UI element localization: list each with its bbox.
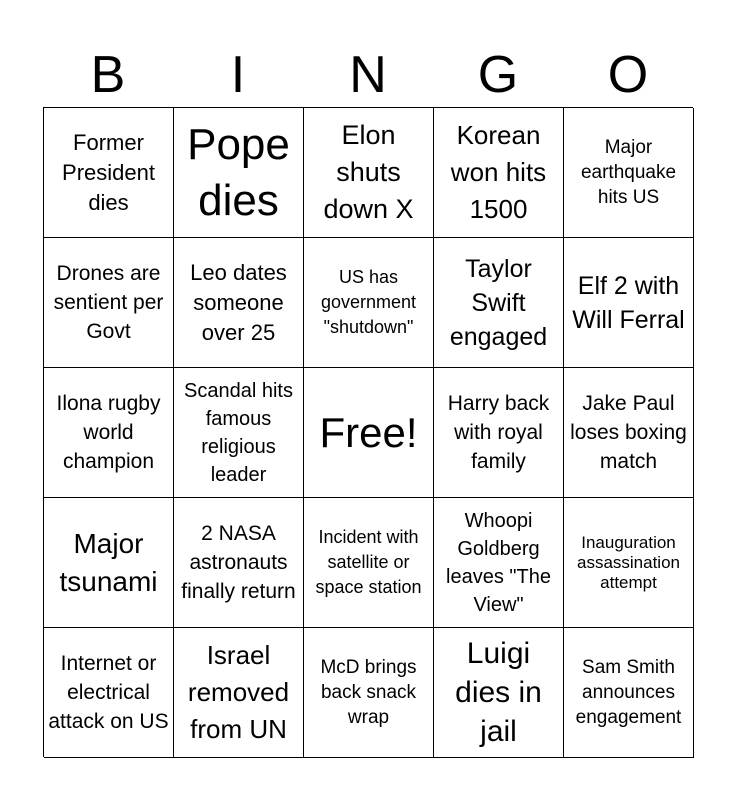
cell-text: Free! <box>319 408 418 456</box>
bingo-cell[interactable] <box>304 108 434 238</box>
bingo-cell[interactable] <box>434 628 564 758</box>
header-letter-n: N <box>349 46 387 104</box>
bingo-cell[interactable] <box>304 238 434 368</box>
header-letter-i: I <box>230 46 246 104</box>
bingo-cell[interactable] <box>564 498 694 628</box>
bingo-cell[interactable] <box>434 108 564 238</box>
bingo-cell[interactable] <box>44 108 174 238</box>
bingo-cell[interactable] <box>564 368 694 498</box>
bingo-cell[interactable] <box>174 108 304 238</box>
cell-text: Elf 2 with Will Ferral <box>572 271 685 334</box>
bingo-cell[interactable] <box>564 238 694 368</box>
bingo-cell[interactable] <box>44 628 174 758</box>
bingo-cell[interactable] <box>44 238 174 368</box>
cell-text: Inauguration assassination attempt <box>576 532 680 592</box>
bingo-cell[interactable] <box>174 628 304 758</box>
header-letter-g: G <box>477 46 519 104</box>
cell-text: Israel removed from UN <box>187 640 290 744</box>
cell-text: Korean won hits 1500 <box>450 120 547 224</box>
cell-text: Sam Smith announces engagement <box>575 657 682 728</box>
cell-text: Harry back with royal family <box>447 392 550 473</box>
cell-text: Drones are sentient per Govt <box>53 262 164 343</box>
header-letter-b: B <box>90 46 126 104</box>
cell-text: Major tsunami <box>59 527 158 597</box>
cell-text: Pope dies <box>187 119 290 225</box>
bingo-cell[interactable] <box>174 368 304 498</box>
bingo-cell[interactable] <box>564 628 694 758</box>
bingo-cell[interactable] <box>434 498 564 628</box>
cell-text: Internet or electrical attack on US <box>48 652 169 733</box>
bingo-cell-free[interactable] <box>304 368 434 498</box>
cell-text: 2 NASA astronauts finally return <box>181 522 296 603</box>
bingo-board <box>43 107 693 757</box>
cell-text: Elon shuts down X <box>323 120 414 224</box>
header-letter-o: O <box>607 46 649 104</box>
cell-text: US has government "shutdown" <box>320 267 417 337</box>
bingo-header <box>43 44 693 106</box>
bingo-cell[interactable] <box>304 498 434 628</box>
bingo-cell[interactable] <box>434 368 564 498</box>
cell-text: Jake Paul loses boxing match <box>570 392 687 473</box>
cell-text: Incident with satellite or space station <box>315 527 422 597</box>
bingo-cell[interactable] <box>44 368 174 498</box>
cell-text: Former President dies <box>62 129 155 215</box>
cell-text: Taylor Swift engaged <box>449 254 548 351</box>
cell-text: Scandal hits famous religious leader <box>184 379 293 486</box>
bingo-cell[interactable] <box>174 238 304 368</box>
cell-text: Whoopi Goldberg leaves "The View" <box>446 509 551 616</box>
bingo-cell[interactable] <box>564 108 694 238</box>
cell-text: Leo dates someone over 25 <box>190 259 287 345</box>
bingo-cell[interactable] <box>174 498 304 628</box>
bingo-cell[interactable] <box>44 498 174 628</box>
bingo-cell[interactable] <box>434 238 564 368</box>
bingo-cell[interactable] <box>304 628 434 758</box>
cell-text: Ilona rugby world champion <box>56 392 161 473</box>
cell-text: Major earthquake hits US <box>580 137 677 208</box>
cell-text: McD brings back snack wrap <box>320 657 417 728</box>
cell-text: Luigi dies in jail <box>455 637 542 748</box>
